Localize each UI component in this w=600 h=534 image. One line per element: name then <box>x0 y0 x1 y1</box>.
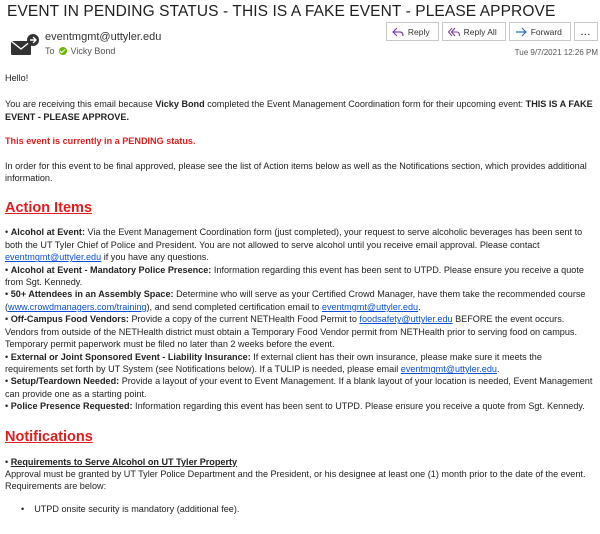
intro-paragraph: You are receiving this email because Vicky Bond completed the Event Management Coordination form for their upcoming event: THIS IS A FAKE EVENT - PLEASE APPROVE. <box>5 99 593 122</box>
eventmgmt-email-link[interactable]: eventmgmt@uttyler.edu <box>321 301 419 312</box>
forward-icon <box>515 27 527 37</box>
requirements-heading: • Requirements to Serve Alcohol on UT Tyler Property <box>5 456 238 467</box>
action-item-insurance: • External or Joint Sponsored Event - Liability Insurance: If external client has their own insurance, please make sure it meets the requirements set forth by UT System (see Notifications below). If a TULIP is needed, please email eventmgmt@uttyler.edu. <box>5 351 542 374</box>
recipient-line <box>45 46 115 56</box>
list-item: • UTPD onsite security is mandatory (additional fee). <box>21 503 595 515</box>
crowd-managers-link[interactable]: www.crowdmanagers.com/training <box>8 301 147 312</box>
action-item-police-mandatory: • Alcohol at Event - Mandatory Police Presence: Information regarding this event has been sent to UTPD. Please ensure you receive a quote from Sgt. Kennedy. <box>5 264 584 288</box>
eventmgmt-email-link[interactable]: eventmgmt@uttyler.edu <box>400 363 497 374</box>
sender-address[interactable]: eventmgmt@uttyler.edu <box>45 31 162 43</box>
notifications-heading: Notifications <box>5 428 93 445</box>
action-item-food-vendors: • Off-Campus Food Vendors: Provide a copy of the current NETHealth Food Permit to foodsafety@uttyler.edu BEFORE the event occurs. Vendors from outside of the NETHealth district must obtain a Temporary Food Vendor permit from NETHealth prior to serving food on campus. Temporary permit paperwork must be filed no later than 2 weeks before the event. <box>5 314 577 350</box>
email-subject: EVENT IN PENDING STATUS - THIS IS A FAKE EVENT - PLEASE APPROVE <box>7 3 556 20</box>
sent-date: Tue 9/7/2021 12:26 PM <box>514 48 598 57</box>
forward-button[interactable]: Forward <box>509 22 571 41</box>
message-body <box>5 72 595 515</box>
reply-icon <box>392 27 404 37</box>
reply-button[interactable]: Reply <box>386 22 439 41</box>
action-item-setup: • Setup/Teardown Needed: Provide a layout of your event to Event Management. If a blank layout of your location is needed, Event Management can provide one as a starting point. <box>5 376 593 399</box>
envelope-avatar-icon <box>9 33 39 59</box>
message-header <box>0 22 600 64</box>
requirements-text: Approval must be granted by UT Tyler Police Department and the President, or his designee at least one (1) month prior to the date of the event. Requirements are below: <box>5 468 586 492</box>
action-item-crowd-manager: • 50+ Attendees in an Assembly Space: Determine who will serve as your Certified Crowd Manager, have them take the recommended course (www.crowdmanagers.com/training), and send completed certification email to eventmgmt@uttyler.edu. <box>5 289 586 312</box>
action-items-heading: Action Items <box>5 200 93 217</box>
recipient-name[interactable]: Vicky Bond <box>70 46 116 56</box>
action-item-police-requested: • Police Presence Requested: Information regarding this event has been sent to UTPD. Please ensure you receive a quote from Sgt. Kennedy. <box>5 401 585 412</box>
instructions-paragraph: In order for this event to be final approved, please see the list of Action items below as well as the Notifications section, which provides additional information. <box>5 160 587 184</box>
eventmgmt-email-link[interactable]: eventmgmt@uttyler.edu <box>5 252 102 263</box>
greeting: Hello! <box>5 73 29 83</box>
presence-available-icon <box>59 47 67 55</box>
reply-all-icon <box>448 27 460 37</box>
requirements-list <box>5 503 595 515</box>
message-actions <box>386 22 598 41</box>
to-label: To <box>45 46 55 56</box>
reply-all-button[interactable]: Reply All <box>442 22 506 41</box>
action-item-alcohol: • Alcohol at Event: Via the Event Management Coordination form (just completed), your request to serve alcoholic beverages has been sent to both the UT Tyler Chief of Police and President. You are not allowed to serve alcohol until you receive email approval. Please contact eventmgmt@uttyler.edu if you have any questions. <box>5 227 583 263</box>
more-actions-button[interactable]: ... <box>574 22 598 41</box>
pending-notice: This event is currently in a PENDING status. <box>5 136 196 147</box>
foodsafety-email-link[interactable]: foodsafety@uttyler.edu <box>359 314 453 325</box>
